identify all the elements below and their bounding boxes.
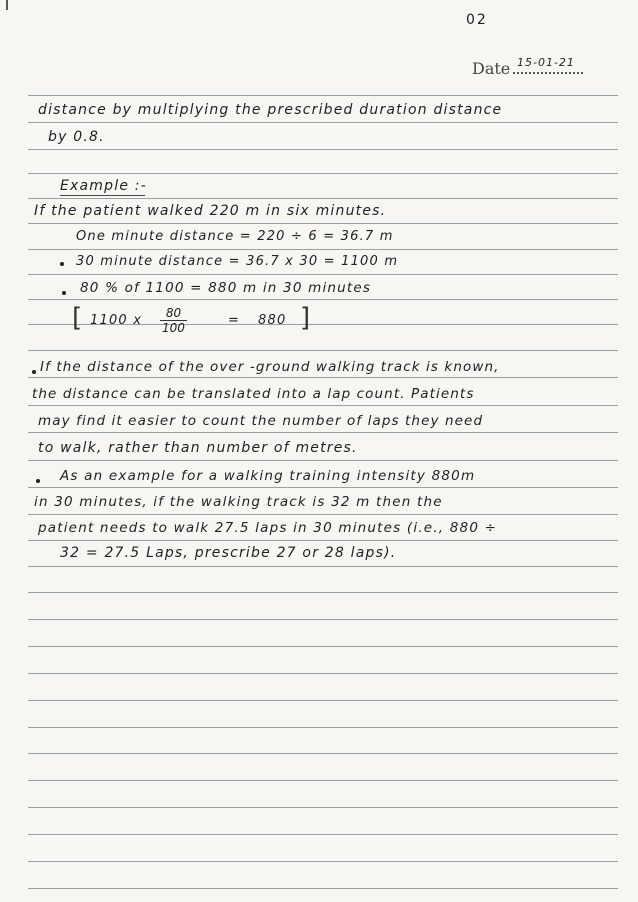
bracket-open: [ bbox=[72, 303, 84, 333]
text-line: to walk, rather than number of metres. bbox=[38, 440, 358, 456]
ruled-line bbox=[28, 807, 618, 808]
text-line: If the distance of the over -ground walking track is known, bbox=[40, 359, 500, 375]
calc-text: 1100 x bbox=[90, 313, 143, 328]
text-line: may find it easier to count the number of laps they need bbox=[38, 413, 484, 429]
ruled-line bbox=[28, 223, 618, 224]
ruled-line bbox=[28, 350, 618, 351]
fraction-numerator: 80 bbox=[160, 306, 187, 321]
date-label: Date bbox=[472, 59, 511, 78]
ruled-line bbox=[28, 249, 618, 250]
ruled-line bbox=[28, 592, 618, 593]
bullet-dot bbox=[60, 262, 64, 266]
ruled-line bbox=[28, 646, 618, 647]
ruled-line bbox=[28, 673, 618, 674]
ruled-line bbox=[28, 888, 618, 889]
ruled-line bbox=[28, 377, 618, 378]
bracket-close: ] bbox=[300, 303, 312, 333]
example-heading: Example :- bbox=[60, 178, 147, 194]
ruled-line bbox=[28, 95, 618, 96]
heading-underline bbox=[60, 195, 145, 196]
ruled-line bbox=[28, 861, 618, 862]
text-line: 80 % of 1100 = 880 m in 30 minutes bbox=[80, 280, 372, 296]
text-line: If the patient walked 220 m in six minutes. bbox=[34, 203, 387, 219]
ruled-line bbox=[28, 566, 618, 567]
margin-mark bbox=[6, 0, 8, 10]
text-line: distance by multiplying the prescribed duration distance bbox=[38, 102, 503, 118]
calc-equals: = bbox=[228, 313, 241, 328]
fraction-denominator: 100 bbox=[162, 321, 185, 335]
ruled-line bbox=[28, 299, 618, 300]
bullet-dot bbox=[62, 291, 66, 295]
ruled-line bbox=[28, 198, 618, 199]
ruled-line bbox=[28, 753, 618, 754]
ruled-line bbox=[28, 780, 618, 781]
ruled-line bbox=[28, 487, 618, 488]
date-value: 15-01-21 bbox=[517, 56, 575, 69]
text-line: 30 minute distance = 36.7 x 30 = 1100 m bbox=[76, 254, 399, 269]
bullet-dot bbox=[32, 370, 36, 374]
text-line: 32 = 27.5 Laps, prescribe 27 or 28 laps). bbox=[60, 545, 397, 561]
ruled-line bbox=[28, 274, 618, 275]
ruled-line bbox=[28, 122, 618, 123]
calc-result: 880 bbox=[258, 313, 287, 328]
ruled-line bbox=[28, 149, 618, 150]
text-line: patient needs to walk 27.5 laps in 30 minutes (i.e., 880 ÷ bbox=[38, 520, 498, 536]
ruled-line bbox=[28, 514, 618, 515]
ruled-line bbox=[28, 619, 618, 620]
text-line: by 0.8. bbox=[48, 129, 105, 145]
ruled-line bbox=[28, 834, 618, 835]
text-line: in 30 minutes, if the walking track is 32 m then the bbox=[34, 494, 443, 510]
ruled-line bbox=[28, 405, 618, 406]
page-number: 02 bbox=[466, 12, 488, 28]
text-line: One minute distance = 220 ÷ 6 = 36.7 m bbox=[76, 229, 394, 244]
text-line: the distance can be translated into a lap count. Patients bbox=[32, 386, 475, 402]
bullet-dot bbox=[36, 479, 40, 483]
ruled-line bbox=[28, 540, 618, 541]
ruled-line bbox=[28, 727, 618, 728]
calc-fraction bbox=[160, 306, 187, 335]
ruled-line bbox=[28, 173, 618, 174]
text-line: As an example for a walking training intensity 880m bbox=[60, 468, 476, 484]
ruled-line bbox=[28, 460, 618, 461]
date-dotted-line bbox=[513, 72, 583, 74]
ruled-line bbox=[28, 700, 618, 701]
ruled-line bbox=[28, 432, 618, 433]
